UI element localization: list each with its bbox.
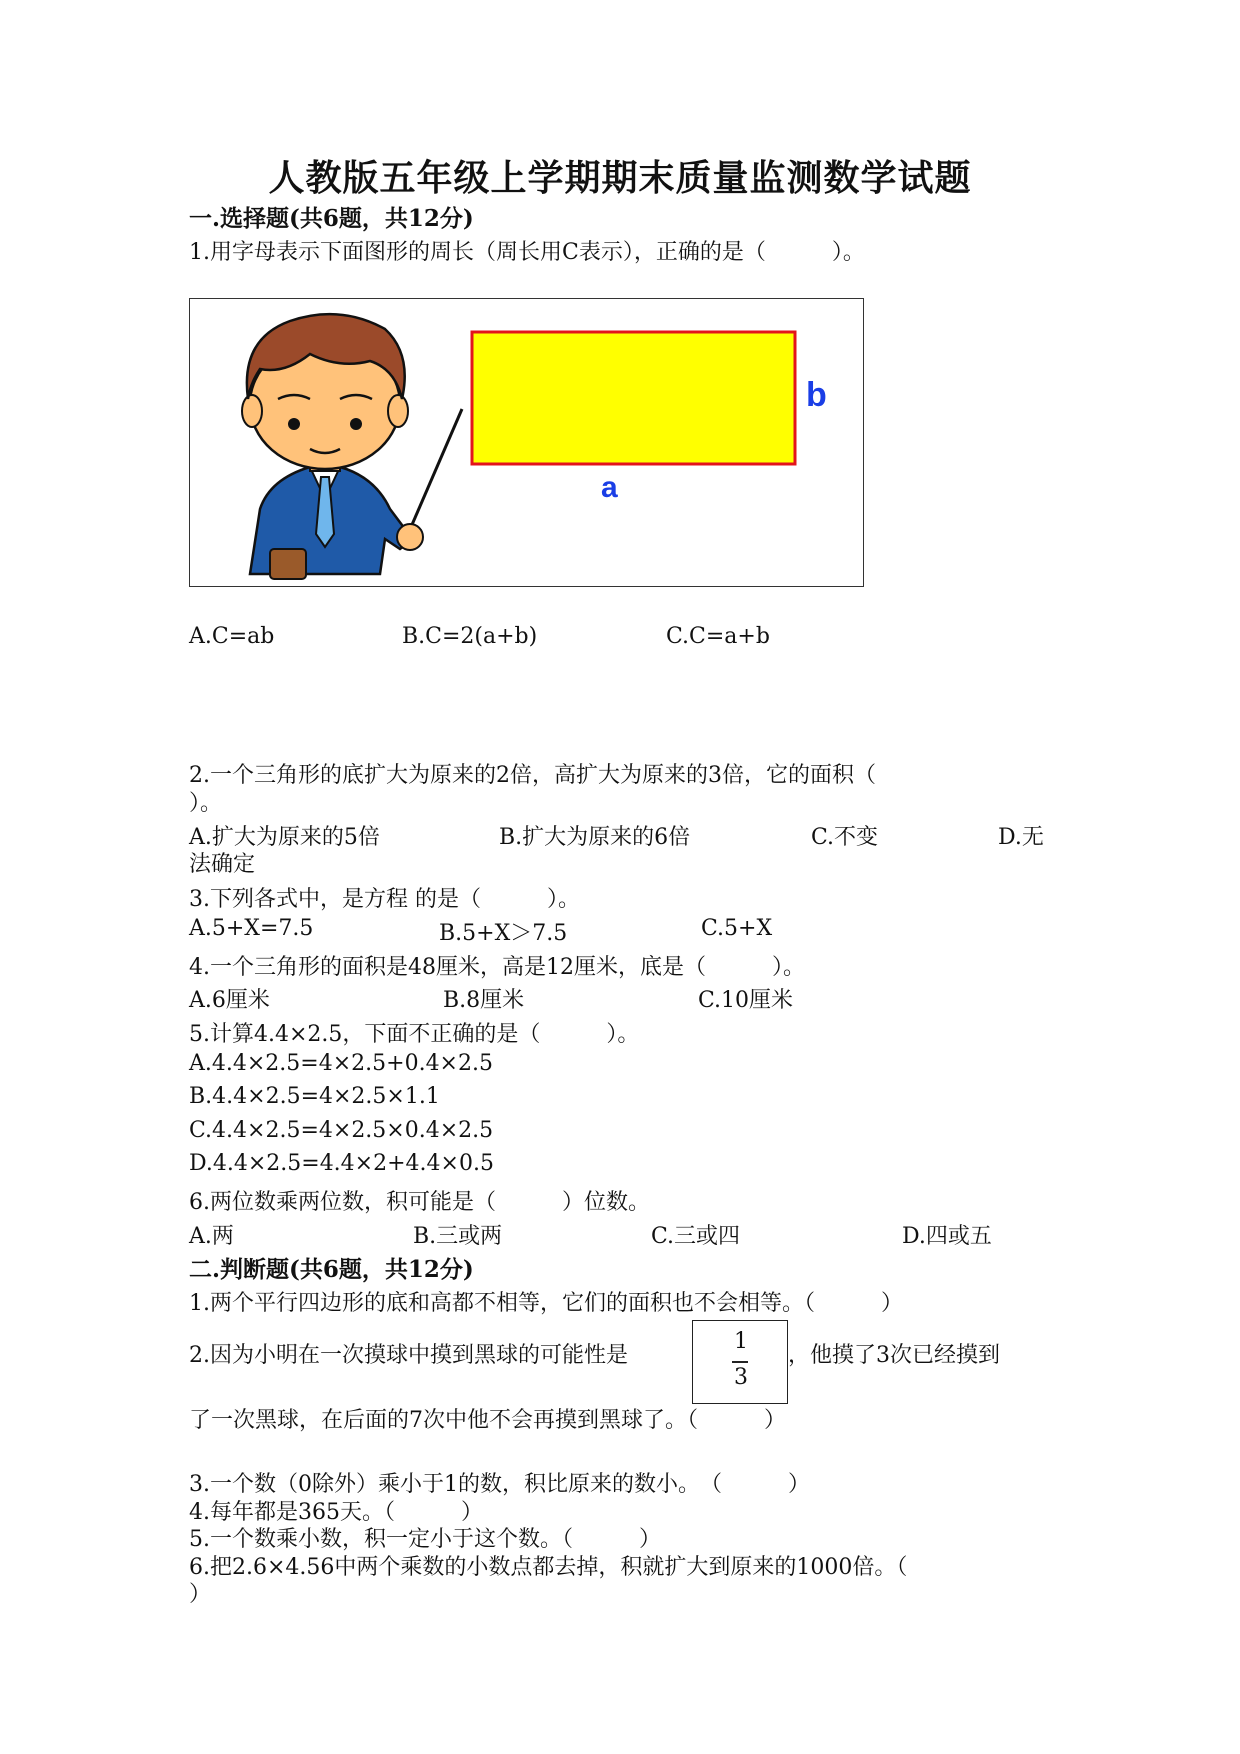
q6-option-b[interactable]: B.三或两	[413, 1224, 503, 1249]
q5-option-a[interactable]: A.4.4×2.5=4×2.5+0.4×2.5	[189, 1051, 493, 1076]
q2-option-d-wrap: 法确定	[189, 852, 256, 877]
q2-option-a[interactable]: A.扩大为原来的5倍	[189, 825, 380, 850]
q6-option-d[interactable]: D.四或五	[902, 1224, 992, 1249]
section-heading-judgement: 二.判断题(共6题，共12分)	[189, 1256, 474, 1283]
q5-option-b[interactable]: B.4.4×2.5=4×2.5×1.1	[189, 1084, 440, 1109]
q3-option-b[interactable]: B.5+X＞7.5	[439, 921, 568, 946]
q1-option-c[interactable]: C.C=a+b	[666, 624, 770, 649]
q3-option-c[interactable]: C.5+X	[701, 916, 773, 941]
question-5: 5.计算4.4×2.5，下面不正确的是（ ）。	[189, 1022, 640, 1047]
q6-option-a[interactable]: A.两	[189, 1224, 234, 1249]
section-heading-choice: 一.选择题(共6题，共12分)	[189, 205, 474, 232]
side-label-b: b	[806, 376, 827, 414]
judgement-1: 1.两个平行四边形的底和高都不相等，它们的面积也不会相等。（ ）	[189, 1291, 903, 1316]
question-4: 4.一个三角形的面积是48厘米，高是12厘米，底是（ ）。	[189, 955, 805, 980]
q1-option-a[interactable]: A.C=ab	[189, 624, 275, 649]
question-2-line1: 2.一个三角形的底扩大为原来的2倍，高扩大为原来的3倍，它的面积（	[189, 763, 876, 788]
q2-option-c[interactable]: C.不变	[811, 825, 879, 850]
judgement-5: 5.一个数乘小数，积一定小于这个数。（ ）	[189, 1527, 661, 1552]
q4-option-b[interactable]: B.8厘米	[443, 988, 525, 1013]
q4-option-c[interactable]: C.10厘米	[698, 988, 794, 1013]
q3-option-a[interactable]: A.5+X=7.5	[189, 916, 314, 941]
yellow-rectangle	[472, 332, 795, 464]
teacher-rectangle-illustration	[190, 299, 862, 585]
q4-option-a[interactable]: A.6厘米	[189, 988, 270, 1013]
judgement-2-part2: ，他摸了3次已经摸到	[788, 1343, 1000, 1368]
judgement-3: 3.一个数（0除外）乘小于1的数，积比原来的数小。 （ ）	[189, 1472, 810, 1497]
side-label-a: a	[601, 471, 618, 504]
q2-option-d[interactable]: D.无	[998, 825, 1044, 850]
question-2-line2: ）。	[189, 791, 223, 816]
judgement-6-line1: 6.把2.6×4.56中两个乘数的小数点都去掉，积就扩大到原来的1000倍。（	[189, 1555, 908, 1580]
question-1: 1.用字母表示下面图形的周长（周长用C表示），正确的是（ ）。	[189, 240, 865, 265]
page-title: 人教版五年级上学期期末质量监测数学试题	[268, 157, 972, 199]
judgement-4: 4.每年都是365天。（ ）	[189, 1500, 483, 1525]
judgement-2-part1: 2.因为小明在一次摸球中摸到黑球的可能性是	[189, 1343, 628, 1368]
question-3: 3.下列各式中，是方程 的是（ ）。	[189, 887, 580, 912]
q6-option-c[interactable]: C.三或四	[651, 1224, 741, 1249]
q1-option-b[interactable]: B.C=2(a+b)	[402, 624, 538, 649]
judgement-2-line2: 了一次黑球，在后面的7次中他不会再摸到黑球了。（ ）	[189, 1408, 786, 1433]
book-icon	[270, 549, 306, 579]
hand	[397, 524, 423, 550]
fraction-denominator: 3	[734, 1365, 748, 1390]
fraction-box	[692, 1320, 788, 1404]
question-1-figure	[189, 298, 864, 587]
fraction-numerator: 1	[734, 1329, 748, 1354]
fraction-bar	[732, 1361, 748, 1363]
q5-option-c[interactable]: C.4.4×2.5=4×2.5×0.4×2.5	[189, 1118, 494, 1143]
question-6: 6.两位数乘两位数，积可能是（ ）位数。	[189, 1190, 650, 1215]
pointer-stick	[408, 409, 462, 534]
q2-option-b[interactable]: B.扩大为原来的6倍	[499, 825, 691, 850]
judgement-6-line2: ）	[189, 1582, 212, 1607]
q5-option-d[interactable]: D.4.4×2.5=4.4×2+4.4×0.5	[189, 1151, 494, 1176]
